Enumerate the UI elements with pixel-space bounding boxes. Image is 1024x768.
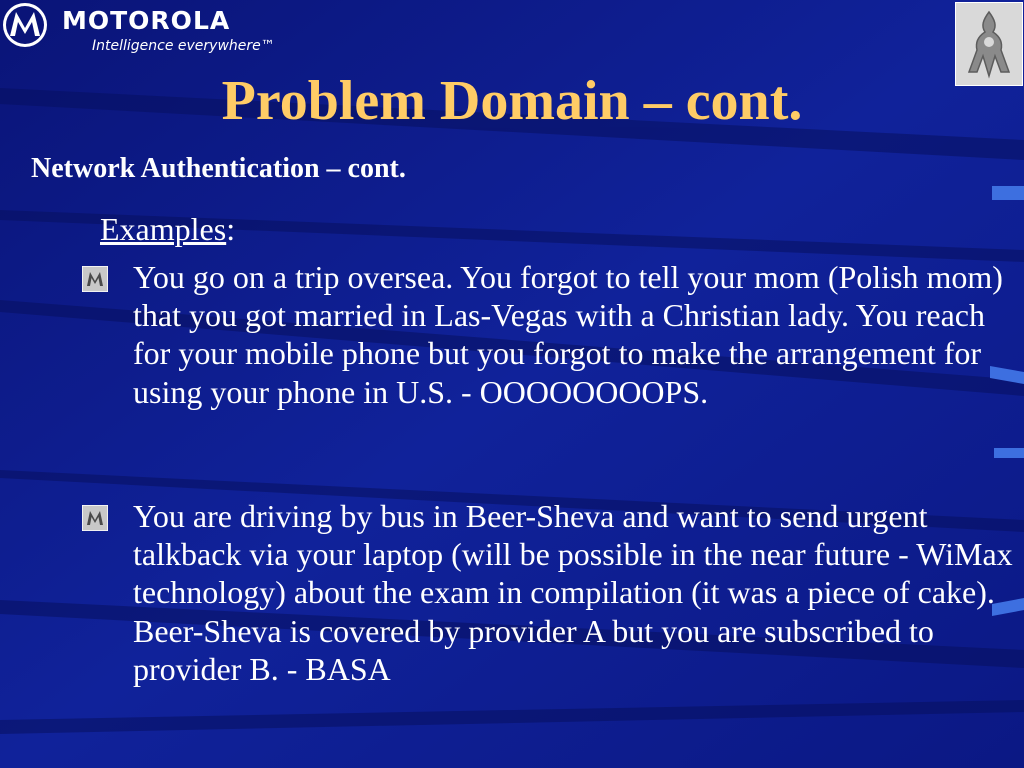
- brand-tagline: Intelligence everywhere™: [92, 38, 275, 54]
- motorola-logo-icon: [2, 2, 48, 48]
- brand-name: MOTOROLA: [62, 6, 231, 35]
- examples-heading: [100, 209, 235, 249]
- bullet-text-2: You are driving by bus in Beer-Sheva and want to send urgent talkback via your laptop (will be possible in the near future - WiMax technology) about the exam in compilation (it was a piece of cake). Beer-Sheva is covered by provider A but you are subscribed to provider B. - BASA: [133, 498, 1013, 687]
- bullet-text-1: You go on a trip oversea. You forgot to tell your mom (Polish mom) that you got married in Las-Vegas with a Christian lady. You reach for your mobile phone but you forgot to make the arrangement for using your phone in U.S. - OOOOOOOOPS.: [133, 259, 1003, 410]
- motorola-bullet-icon: [82, 505, 108, 531]
- examples-label: Examples: [100, 211, 227, 247]
- slide-title: Problem Domain – cont.: [221, 70, 803, 132]
- examples-colon: :: [226, 211, 236, 247]
- motorola-bullet-icon: [82, 266, 108, 292]
- motorola-logo: [0, 0, 310, 64]
- slide-subtitle: Network Authentication – cont.: [31, 153, 406, 184]
